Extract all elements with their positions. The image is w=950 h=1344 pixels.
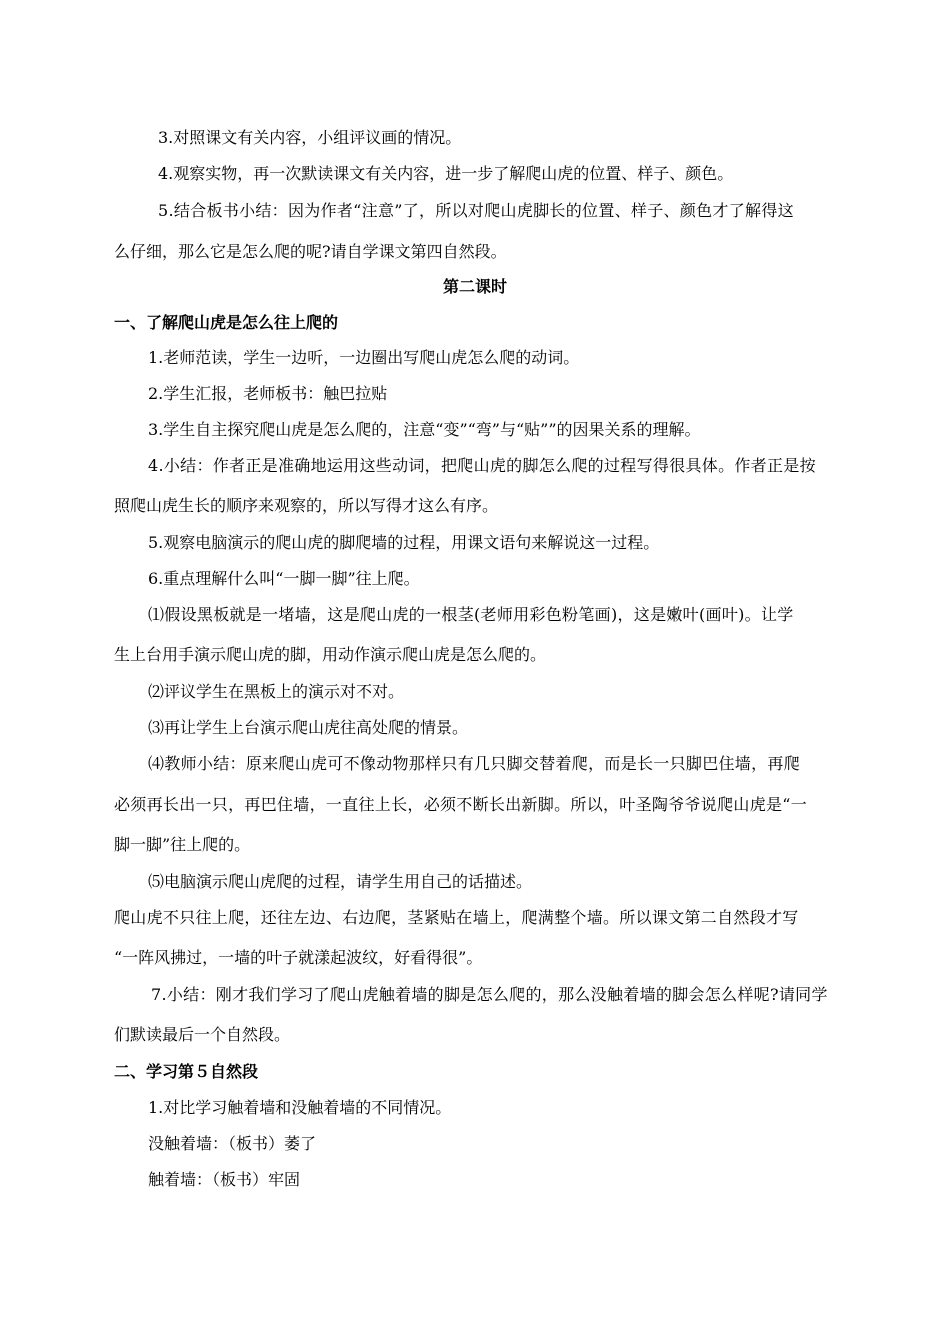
- paragraph-touch: 触着墙：（板书）牢固: [148, 1170, 301, 1189]
- paragraph-6: 6.重点理解什么叫“一脚一脚”往上爬。: [148, 569, 420, 588]
- paragraph-3: 3.学生自主探究爬山虎是怎么爬的，注意“变”“弯”与“贴””的因果关系的理解。: [148, 420, 701, 439]
- paragraph-6-5: ⑸电脑演示爬山虎爬的过程，请学生用自己的话描述。: [148, 872, 533, 891]
- paragraph-7: 7.小结：刚才我们学习了爬山虎触着墙的脚是怎么爬的，那么没触着墙的脚会怎么样呢?请同学: [151, 985, 828, 1004]
- paragraph-2: 2.学生汇报，老师板书：触巴拉贴: [148, 384, 388, 403]
- paragraph-6-1-cont: 生上台用手演示爬山虎的脚，用动作演示爬山虎是怎么爬的。: [114, 645, 547, 664]
- paragraph-step-5: 5.结合板书小结：因为作者“注意”了，所以对爬山虎脚长的位置、样子、颜色才了解得这: [158, 201, 794, 220]
- paragraph-6-1: ⑴假设黑板就是一堵墙，这是爬山虎的一根茎(老师用彩色粉笔画)，这是嫩叶(画叶)。让学: [148, 605, 794, 624]
- paragraph-4-cont: 照爬山虎生长的顺序来观察的，所以写得才这么有序。: [114, 496, 499, 515]
- paragraph-step-3: 3.对照课文有关内容，小组评议画的情况。: [158, 128, 462, 147]
- paragraph-6-4: ⑷教师小结：原来爬山虎可不像动物那样只有几只脚交替着爬，而是长一只脚巴住墙，再爬: [148, 754, 801, 773]
- paragraph-step-5-cont: 么仔细，那么它是怎么爬的呢?请自学课文第四自然段。: [114, 242, 507, 261]
- paragraph-step-4: 4.观察实物，再一次默读课文有关内容，进一步了解爬山虎的位置、样子、颜色。: [158, 164, 734, 183]
- paragraph-no-touch: 没触着墙：（板书）萎了: [148, 1134, 317, 1153]
- paragraph-7-cont: 们默读最后一个自然段。: [114, 1025, 291, 1044]
- paragraph-6-4-cont-2: 脚一脚”往上爬的。: [114, 835, 251, 854]
- paragraph-1: 1.老师范读，学生一边听，一边圈出写爬山虎怎么爬的动词。: [148, 348, 580, 367]
- paragraph-climb: 爬山虎不只往上爬，还往左边、右边爬，茎紧贴在墙上，爬满整个墙。所以课文第二自然段才写: [114, 908, 799, 927]
- section-title-lesson-2: 第二课时: [442, 277, 507, 296]
- paragraph-6-2: ⑵评议学生在黑板上的演示对不对。: [148, 682, 405, 701]
- paragraph-4: 4.小结：作者正是准确地运用这些动词，把爬山虎的脚怎么爬的过程写得很具体。作者正是按: [148, 456, 816, 475]
- paragraph-5: 5.观察电脑演示的爬山虎的脚爬墙的过程，用课文语句来解说这一过程。: [148, 533, 660, 552]
- paragraph-6-3: ⑶再让学生上台演示爬山虎往高处爬的情景。: [148, 718, 469, 737]
- paragraph-part2-1: 1.对比学习触着墙和没触着墙的不同情况。: [148, 1098, 452, 1117]
- heading-part-1: 一、了解爬山虎是怎么往上爬的: [114, 313, 339, 332]
- paragraph-climb-cont: “一阵风拂过，一墙的叶子就漾起波纹，好看得很”。: [114, 948, 483, 967]
- heading-part-2: 二、学习第５自然段: [114, 1062, 259, 1081]
- paragraph-6-4-cont-1: 必须再长出一只，再巴住墙，一直往上长，必须不断长出新脚。所以，叶圣陶爷爷说爬山虎是“一: [114, 795, 808, 814]
